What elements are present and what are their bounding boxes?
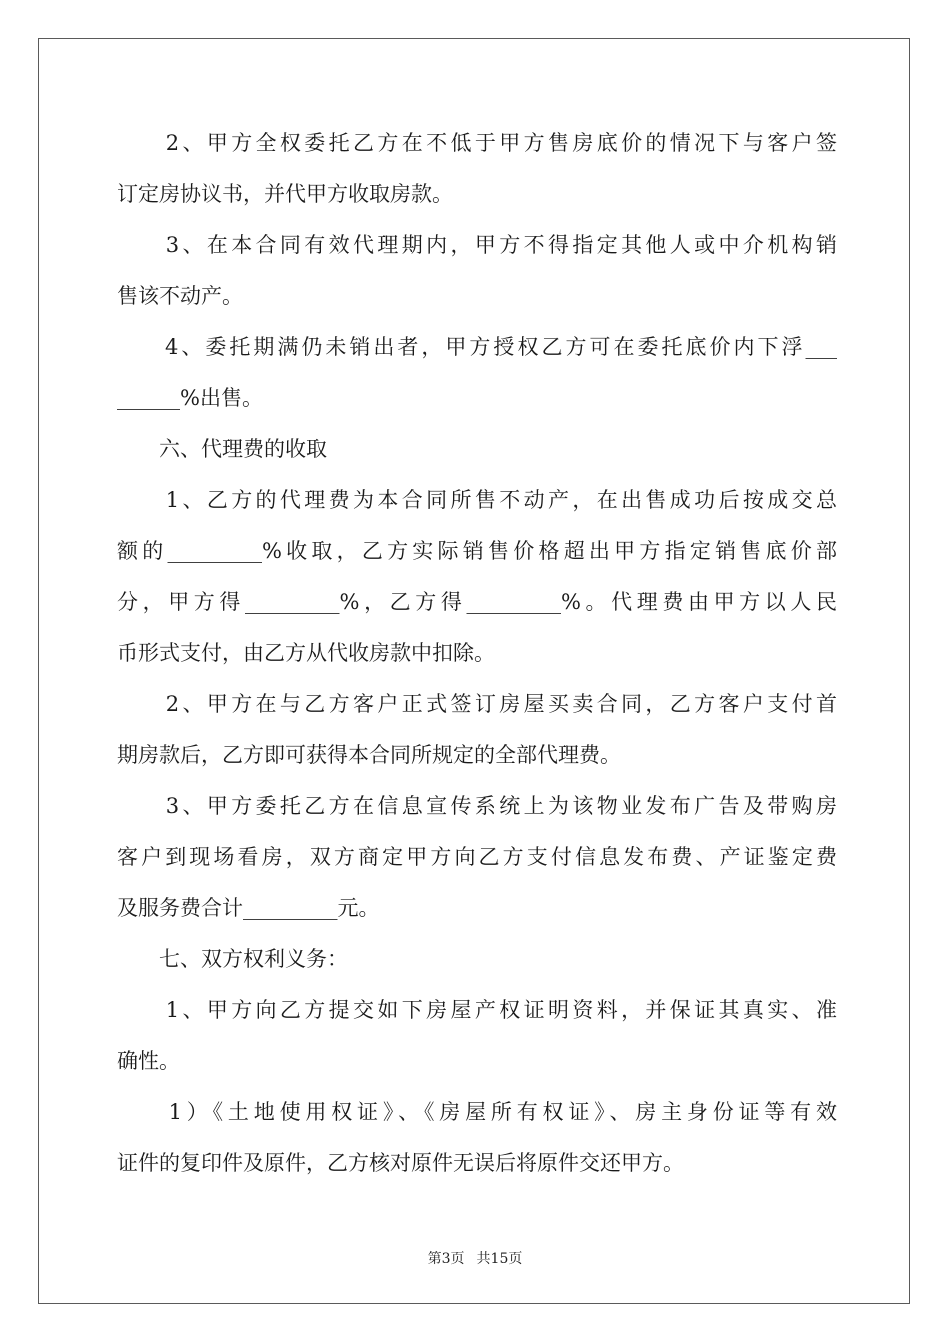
section-heading: 七、双方权利义务： bbox=[117, 947, 348, 971]
text-line: 订定房协议书，并代甲方收取房款。 bbox=[117, 182, 453, 206]
text-line: 2、甲方在与乙方客户正式签订房屋买卖合同，乙方客户支付首 bbox=[117, 692, 837, 716]
text-line: 2、甲方全权委托乙方在不低于甲方售房底价的情况下与客户签 bbox=[117, 131, 837, 155]
section-heading: 六、代理费的收取 bbox=[117, 437, 327, 461]
page-footer bbox=[0, 1248, 950, 1268]
text-line: 1）《土地使用权证》、《房屋所有权证》、房主身份证等有效 bbox=[117, 1100, 837, 1124]
text-line: 1、甲方向乙方提交如下房屋产权证明资料，并保证其真实、准 bbox=[117, 998, 837, 1022]
text-line: 3、甲方委托乙方在信息宣传系统上为该物业发布广告及带购房 bbox=[117, 794, 837, 818]
text-line: 分，甲方得_________%，乙方得_________%。代理费由甲方以人民 bbox=[117, 590, 837, 614]
text-line: 确性。 bbox=[117, 1049, 180, 1073]
text-line: 3、在本合同有效代理期内，甲方不得指定其他人或中介机构销 bbox=[117, 233, 837, 257]
text-line: 售该不动产。 bbox=[117, 284, 243, 308]
text-line: 客户到现场看房，双方商定甲方向乙方支付信息发布费、产证鉴定费 bbox=[117, 845, 837, 869]
page-total: 共15页 bbox=[476, 1251, 523, 1267]
text-line: 及服务费合计_________元。 bbox=[117, 896, 380, 920]
text-line: 4、委托期满仍未销出者，甲方授权乙方可在委托底价内下浮___ bbox=[117, 335, 837, 359]
text-line: 币形式支付，由乙方从代收房款中扣除。 bbox=[117, 641, 495, 665]
text-line: ______%出售。 bbox=[117, 386, 263, 410]
page-number: 第3页 bbox=[427, 1251, 465, 1267]
text-line: 期房款后，乙方即可获得本合同所规定的全部代理费。 bbox=[117, 743, 621, 767]
text-line: 证件的复印件及原件，乙方核对原件无误后将原件交还甲方。 bbox=[117, 1151, 684, 1175]
text-line: 额的_________%收取，乙方实际销售价格超出甲方指定销售底价部 bbox=[117, 539, 837, 563]
text-line: 1、乙方的代理费为本合同所售不动产，在出售成功后按成交总 bbox=[117, 488, 837, 512]
